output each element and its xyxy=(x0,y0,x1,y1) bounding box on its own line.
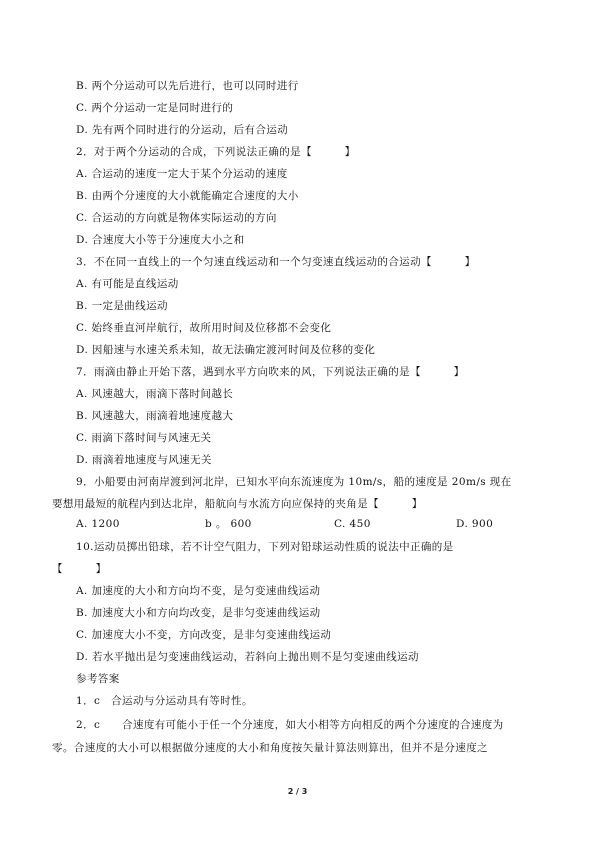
text-line: A. 合运动的速度一定大于某个分运动的速度 xyxy=(76,168,288,180)
option-d: D. 900 xyxy=(456,518,494,530)
question-line: 9．小船要由河南岸渡到河北岸，已知水平向东流速度为 10m/s，船的速度是 20m/s 现在 xyxy=(76,476,512,488)
option-a: A. 1200 xyxy=(76,518,120,530)
text-line: C. 合运动的方向就是物体实际运动的方向 xyxy=(76,212,277,224)
text-line: D. 合速度大小等于分速度大小之和 xyxy=(76,234,245,246)
question-9-options xyxy=(76,517,516,531)
text-line: B. 一定是曲线运动 xyxy=(76,300,168,312)
option-b: b 。 600 xyxy=(205,518,252,530)
answer-line: 零。合速度的大小可以根据做分速度的大小和角度按矢量计算法则算出，但并不是分速度之 xyxy=(52,742,488,754)
question-line: 2．对于两个分运动的合成，下列说法正确的是【 】 xyxy=(76,146,356,158)
text-line: B. 由两个分速度的大小就能确定合速度的大小 xyxy=(76,190,299,202)
answer-line: 2．c 合速度有可能小于任一个分速度，如大小相等方向相反的两个分速度的合速度为 xyxy=(76,719,504,731)
answer-line: 1．c 合运动与分运动具有等时性。 xyxy=(76,695,253,707)
text-line: A. 加速度的大小和方向均不变，是匀变速曲线运动 xyxy=(76,585,321,597)
text-line: B. 风速越大，雨滴着地速度越大 xyxy=(76,410,234,422)
text-line: D. 先有两个同时进行的分运动，后有合运动 xyxy=(76,124,289,136)
page-number: 2 / 3 xyxy=(287,787,308,796)
option-c: C. 450 xyxy=(334,518,371,530)
question-line: 10.运动员掷出铅球，若不计空气阻力，下列对铅球运动性质的说法中正确的是 xyxy=(76,541,454,553)
question-line: 3．不在同一直线上的一个匀速直线运动和一个匀变速直线运动的合运动【 】 xyxy=(76,256,476,268)
text-line: C. 雨滴下落时间与风速无关 xyxy=(76,432,212,444)
text-line: A. 风速越大，雨滴下落时间越长 xyxy=(76,388,234,400)
text-line: 要想用最短的航程内到达北岸，船航向与水流方向应保持的夹角是【 】 xyxy=(52,498,423,510)
text-line: D. 若水平抛出是匀变速曲线运动，若斜向上抛出则不是匀变速曲线运动 xyxy=(76,651,419,663)
text-line: C. 加速度大小不变，方向改变，是非匀变速曲线运动 xyxy=(76,629,332,641)
question-line: 7．雨滴由静止开始下落，遇到水平方向吹来的风，下列说法正确的是【 】 xyxy=(76,366,465,378)
text-line: C. 两个分运动一定是同时进行的 xyxy=(76,102,234,114)
section-heading: 参考答案 xyxy=(76,673,120,685)
text-line: D. 雨滴着地速度与风速无关 xyxy=(76,454,212,466)
text-line: B. 两个分运动可以先后进行，也可以同时进行 xyxy=(76,80,299,92)
text-line: 【 】 xyxy=(52,563,107,575)
text-line: D. 因船速与水速关系未知，故无法确定渡河时间及位移的变化 xyxy=(76,344,376,356)
text-line: C. 始终垂直河岸航行，故所用时间及位移都不会变化 xyxy=(76,322,332,334)
text-line: A. 有可能是直线运动 xyxy=(76,278,179,290)
text-line: B. 加速度大小和方向均改变，是非匀变速曲线运动 xyxy=(76,607,321,619)
